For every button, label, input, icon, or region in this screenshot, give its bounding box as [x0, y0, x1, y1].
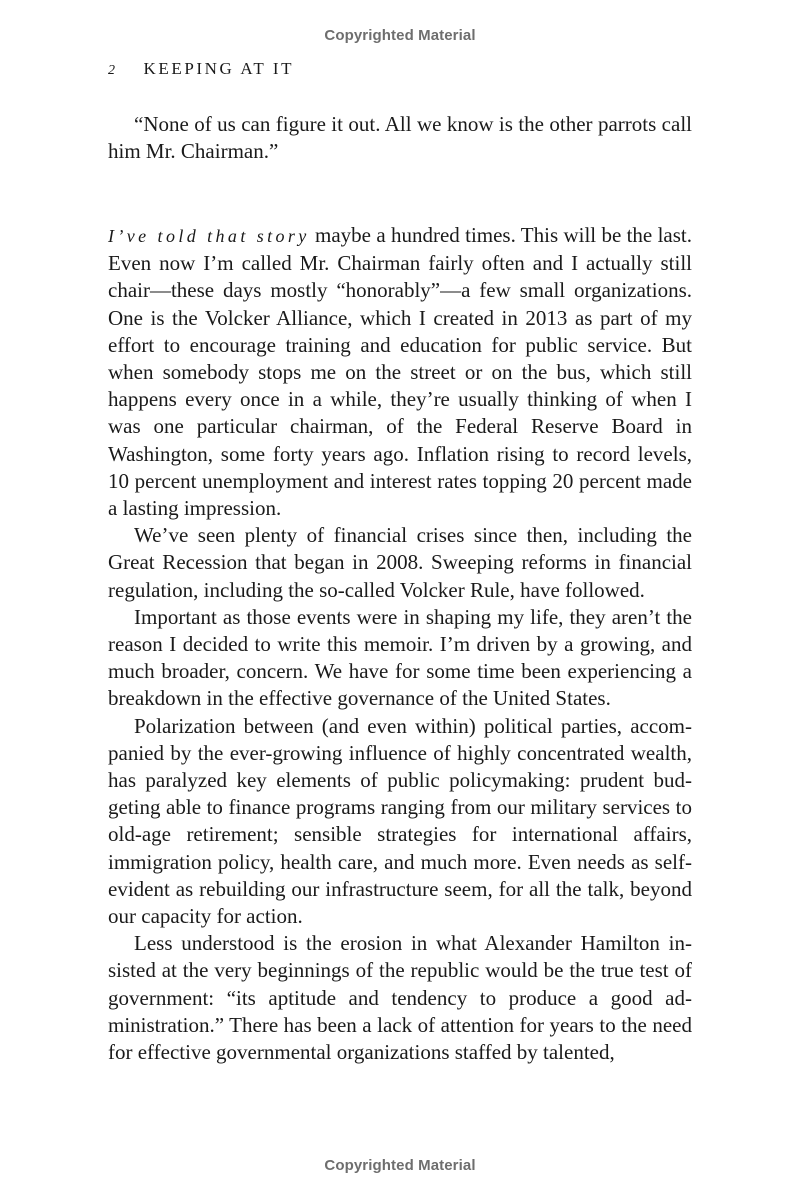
body-paragraph: Polarization between (and even within) political parties, accompanied by the ever-growing influence of highly concentrated wealth, has paralyzed key elements of public policymaking: prudent budgeting able to finance programs ranging from our military services to old-age retirement; sensible strategies for international affairs, immigration policy, health care, and much more. Even needs as self-evident as rebuilding our infrastructure seem, for all the talk, beyond our capacity for action.: [108, 713, 692, 929]
section-lead-in: I’ve told that story: [108, 226, 310, 246]
running-head-title: KEEPING AT IT: [143, 59, 295, 78]
section-opening-paragraph: [108, 222, 692, 522]
page-number: 2: [108, 63, 115, 78]
quote-paragraph: “None of us can figure it out. All we know is the other parrots call him Mr. Chairman.”: [108, 112, 692, 164]
body-text: [108, 222, 692, 1066]
body-paragraph: Less understood is the erosion in what Alexander Hamilton insisted at the very beginnings of the republic would be the true test of government: “its aptitude and tendency to produce a good administration.” There has been a lack of attention for years to the need for effective governmental organizations staffed by talented,: [108, 931, 692, 1065]
opening-paragraph-text: maybe a hundred times. This will be the last. Even now I’m called Mr. Chairman fairly often and I actually still chair—these days mostly “honorably”—a few small organizations. One is the Volcker Alliance, which I created in 2013 as part of my effort to encourage training and education for public service. But when somebody stops me on the street or on the bus, which still happens every once in a while, they’re usually thinking of when I was one particular chairman, of the Federal Reserve Board in Washington, some forty years ago. Inflation rising to record levels, 10 percent unemployment and interest rates topping 20 percent made a lasting impression.: [108, 223, 692, 521]
copyright-watermark-bottom: Copyrighted Material: [324, 1157, 476, 1174]
body-paragraph: Important as those events were in shaping my life, they aren’t the reason I decided to write this memoir. I’m driven by a growing, and much broader, concern. We have for some time been experiencing a breakdown in the effective governance of the United States.: [108, 604, 692, 711]
copyright-watermark-top: Copyrighted Material: [324, 27, 476, 44]
body-paragraph: We’ve seen plenty of financial crises since then, including the Great Recession that began in 2008. Sweeping reforms in financial regulation, including the so-called Volcker Rule, have followed.: [108, 523, 692, 602]
running-head: [108, 58, 294, 79]
quote-block: [108, 111, 692, 165]
